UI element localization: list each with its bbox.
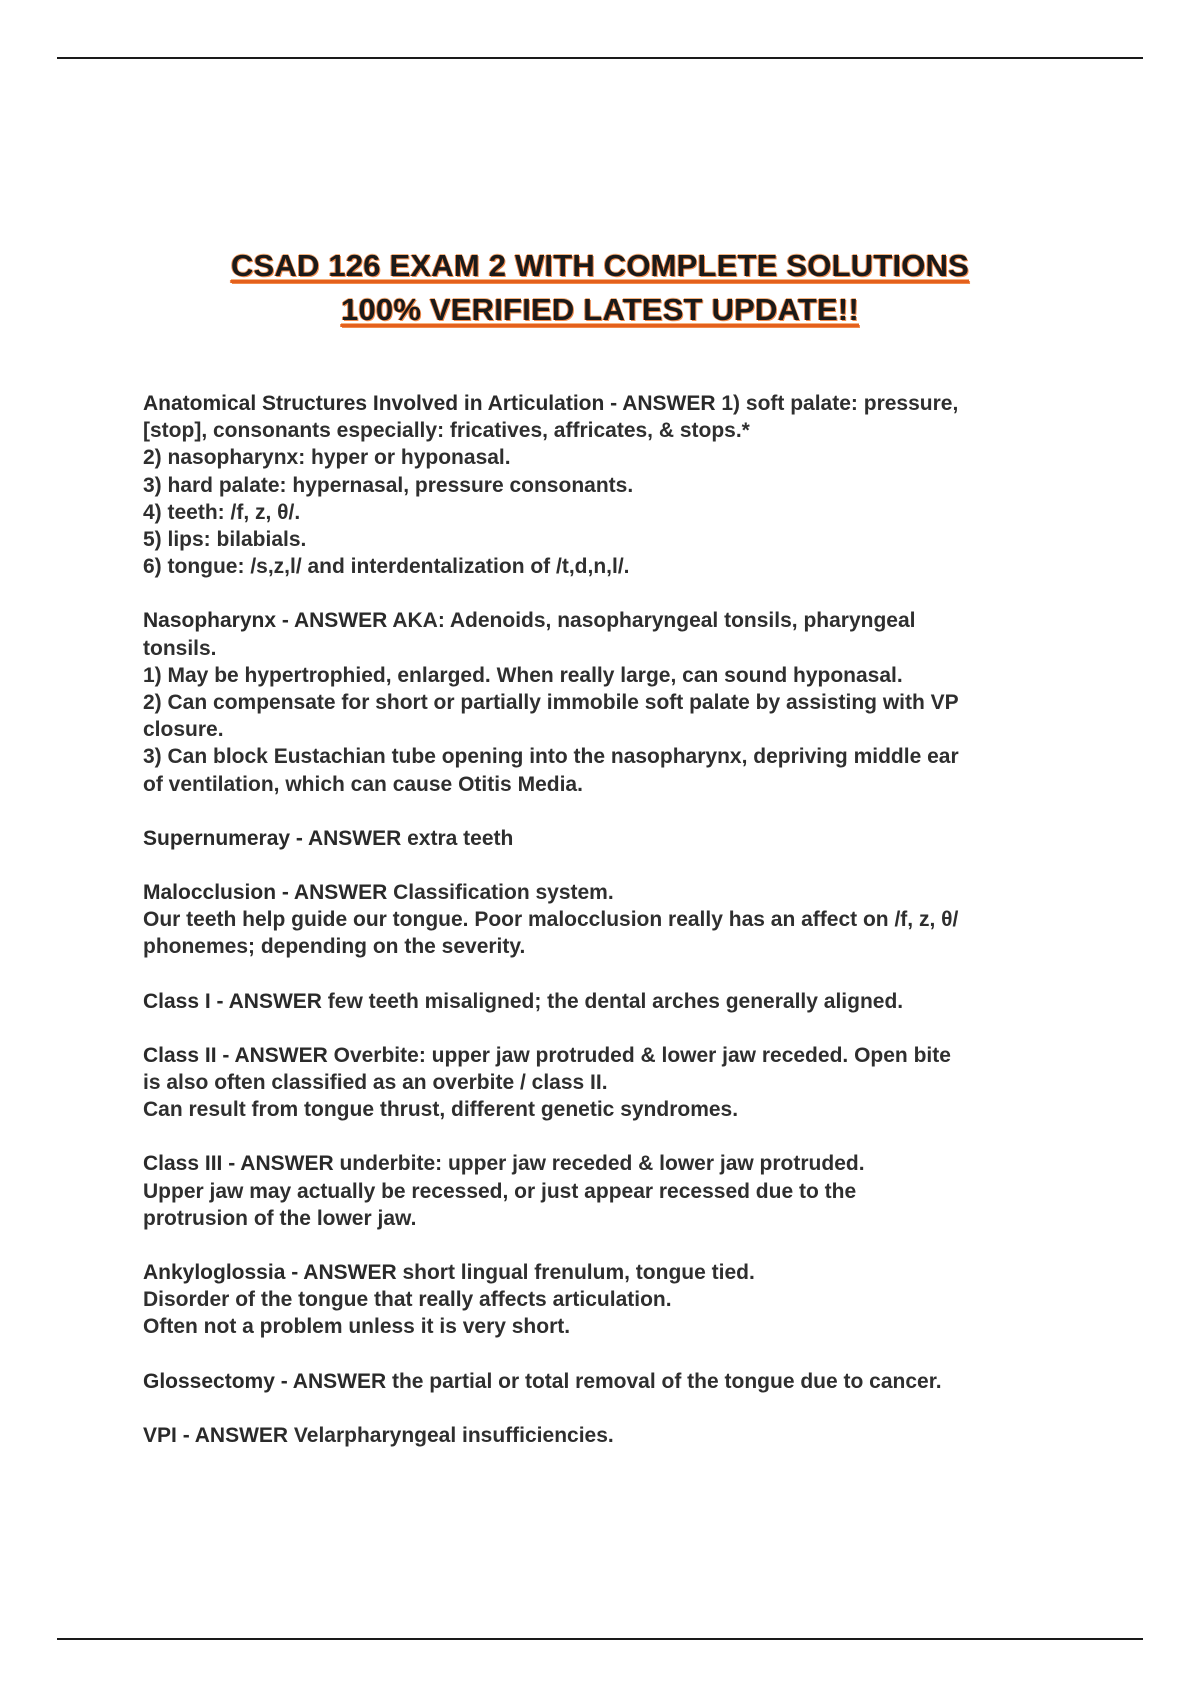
qa-entry bbox=[143, 1259, 1073, 1341]
qa-first-line bbox=[143, 825, 1073, 852]
qa-answer-text: Overbite: upper jaw protruded & lower jaw receded. Open bite bbox=[327, 1043, 951, 1067]
document-title bbox=[0, 244, 1200, 332]
qa-term: Class III bbox=[143, 1152, 223, 1176]
qa-answer-line: 3) Can block Eustachian tube opening into the nasopharynx, depriving middle ear bbox=[143, 745, 959, 769]
qa-answer-line: Often not a problem unless it is very short. bbox=[143, 1315, 571, 1339]
qa-answer-text: 1) soft palate: pressure, bbox=[715, 392, 959, 415]
qa-answer-line: Upper jaw may actually be recessed, or just appear recessed due to the bbox=[143, 1179, 857, 1203]
qa-first-line bbox=[143, 1150, 1073, 1177]
qa-first-line bbox=[143, 988, 1073, 1015]
qa-answer-line: 1) May be hypertrophied, enlarged. When really large, can sound hyponasal. bbox=[143, 663, 903, 687]
qa-separator: - bbox=[276, 881, 294, 905]
qa-term: Class II bbox=[143, 1043, 217, 1067]
qa-separator: - bbox=[274, 1369, 293, 1393]
answer-label: ANSWER bbox=[293, 609, 388, 633]
answer-label: ANSWER bbox=[228, 989, 322, 1013]
qa-list bbox=[143, 390, 1073, 1476]
qa-entry bbox=[143, 825, 1073, 852]
qa-term: Glossectomy bbox=[143, 1369, 275, 1393]
qa-first-line bbox=[143, 390, 1073, 417]
qa-answer-line: 5) lips: bilabials. bbox=[143, 528, 307, 552]
qa-first-line bbox=[143, 879, 1073, 906]
title-line-1: CSAD 126 EXAM 2 WITH COMPLETE SOLUTIONS bbox=[230, 248, 970, 283]
qa-separator: - bbox=[176, 1423, 195, 1447]
qa-answer-line: of ventilation, which can cause Otitis Media. bbox=[143, 772, 583, 796]
qa-term: Supernumeray bbox=[143, 826, 291, 850]
answer-label: ANSWER bbox=[234, 1043, 328, 1067]
qa-entry bbox=[143, 1042, 1073, 1124]
qa-term: VPI bbox=[143, 1423, 177, 1447]
qa-answer-line: tonsils. bbox=[143, 636, 217, 660]
qa-answer-line: 2) nasopharynx: hyper or hyponasal. bbox=[143, 446, 511, 470]
answer-label: ANSWER bbox=[292, 1369, 387, 1393]
qa-separator: - bbox=[210, 989, 229, 1013]
answer-label: ANSWER bbox=[622, 392, 716, 415]
qa-answer-text: few teeth misaligned; the dental arches generally aligned. bbox=[321, 989, 904, 1013]
answer-label: ANSWER bbox=[307, 826, 402, 850]
qa-separator: - bbox=[222, 1152, 241, 1176]
qa-separator: - bbox=[604, 392, 623, 415]
title-line-2: 100% VERIFIED LATEST UPDATE!! bbox=[341, 292, 859, 327]
qa-answer-line: Can result from tongue thrust, different genetic syndromes. bbox=[143, 1098, 739, 1122]
answer-label: ANSWER bbox=[194, 1423, 289, 1447]
qa-first-line bbox=[143, 1259, 1073, 1286]
qa-answer-text: extra teeth bbox=[401, 826, 514, 850]
qa-entry bbox=[143, 390, 1073, 580]
qa-entry bbox=[143, 607, 1073, 797]
qa-entry bbox=[143, 879, 1073, 961]
qa-separator: - bbox=[276, 609, 294, 633]
qa-entry bbox=[143, 1422, 1073, 1449]
qa-answer-line: 6) tongue: /s,z,l/ and interdentalization of /t,d,n,l/. bbox=[143, 555, 630, 579]
qa-separator: - bbox=[290, 826, 308, 850]
qa-answer-text: AKA: Adenoids, nasopharyngeal tonsils, pharyngeal bbox=[387, 609, 916, 633]
bottom-rule bbox=[57, 1638, 1143, 1640]
qa-answer-line: protrusion of the lower jaw. bbox=[143, 1206, 417, 1230]
answer-label: ANSWER bbox=[293, 881, 388, 905]
qa-answer-text: short lingual frenulum, tongue tied. bbox=[396, 1261, 755, 1285]
qa-first-line bbox=[143, 1422, 1073, 1449]
qa-answer-line: [stop], consonants especially: fricatives, affricates, & stops.* bbox=[143, 419, 750, 443]
qa-entry bbox=[143, 988, 1073, 1015]
qa-term: Anatomical Structures Involved in Articulation bbox=[143, 392, 605, 415]
qa-term: Nasopharynx bbox=[143, 609, 277, 633]
qa-answer-line: Disorder of the tongue that really affects articulation. bbox=[143, 1288, 672, 1312]
qa-answer-line: 3) hard palate: hypernasal, pressure consonants. bbox=[143, 473, 634, 497]
qa-answer-line: 4) teeth: /f, z, θ/. bbox=[143, 500, 301, 524]
top-rule bbox=[57, 57, 1143, 59]
qa-answer-line: 2) Can compensate for short or partially immobile soft palate by assisting with VP bbox=[143, 691, 959, 715]
qa-answer-text: Classification system. bbox=[387, 881, 614, 905]
qa-answer-line: phonemes; depending on the severity. bbox=[143, 935, 526, 959]
qa-separator: - bbox=[285, 1261, 304, 1285]
qa-separator: - bbox=[216, 1043, 235, 1067]
qa-answer-text: Velarpharyngeal insufficiencies. bbox=[288, 1423, 614, 1447]
qa-first-line bbox=[143, 1368, 1073, 1395]
qa-first-line bbox=[143, 607, 1073, 634]
qa-term: Malocclusion bbox=[143, 881, 277, 905]
qa-answer-line: Our teeth help guide our tongue. Poor malocclusion really has an affect on /f, z, θ/ bbox=[143, 908, 959, 932]
qa-first-line bbox=[143, 1042, 1073, 1069]
qa-entry bbox=[143, 1368, 1073, 1395]
qa-answer-text: the partial or total removal of the tongue due to cancer. bbox=[386, 1369, 942, 1393]
qa-term: Ankyloglossia bbox=[143, 1261, 286, 1285]
qa-term: Class I bbox=[143, 989, 211, 1013]
answer-label: ANSWER bbox=[303, 1261, 397, 1285]
qa-entry bbox=[143, 1150, 1073, 1232]
qa-answer-line: closure. bbox=[143, 718, 224, 742]
answer-label: ANSWER bbox=[240, 1152, 334, 1176]
qa-answer-line: is also often classified as an overbite / class II. bbox=[143, 1071, 608, 1095]
qa-answer-text: underbite: upper jaw receded & lower jaw protruded. bbox=[333, 1152, 865, 1176]
